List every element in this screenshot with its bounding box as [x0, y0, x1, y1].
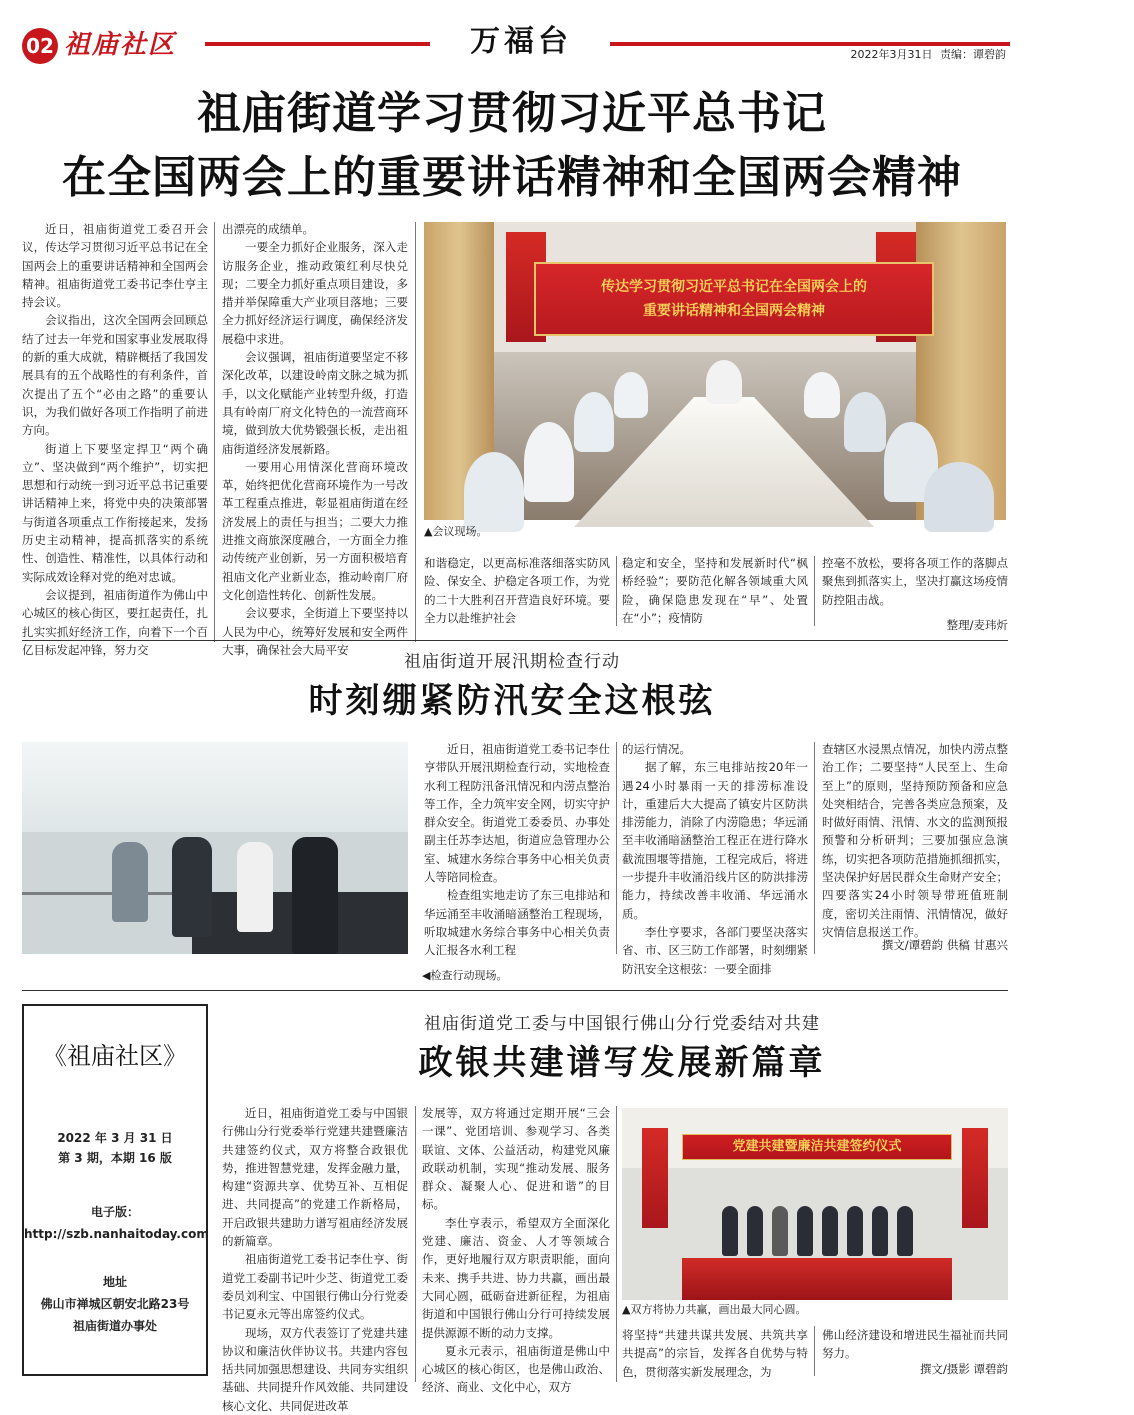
article1-headline-line1: 祖庙街道学习贯彻习近平总书记	[197, 88, 827, 139]
publication-date: 2022 年 3 月 31 日	[57, 1131, 173, 1145]
article3-column-1	[222, 1104, 408, 1413]
article2-column-3	[822, 740, 1008, 939]
brand-name: 祖庙社区	[64, 30, 177, 60]
column-divider	[814, 556, 815, 626]
inspection-photo-caption: ◀检查行动现场。	[422, 969, 508, 982]
article2-column-1	[424, 740, 610, 960]
paragraph: 稳定和安全，坚持和发展新时代“枫桥经验”；要防范化解各领域重大风险，确保隐患发现在“早”、处置在“小”；疫情防	[622, 556, 808, 625]
article2-column-2	[622, 740, 808, 976]
page-number: 02	[22, 28, 58, 64]
paragraph: 将坚持“共建共谋共发展、共筑共享共提高”的宗旨，发挥各自优势与特色，贯彻落实新发展理念，为	[622, 1328, 808, 1379]
inspection-photo	[22, 742, 408, 954]
article3-column-3	[622, 1326, 808, 1382]
article1-column-5	[822, 554, 1008, 614]
paragraph: 的运行情况。	[622, 742, 691, 756]
publication-issue: 第 3 期，本期 16 版	[58, 1151, 172, 1165]
article1-column-3	[424, 554, 610, 644]
address-line1: 佛山市禅城区朝安北路23号	[40, 1297, 190, 1311]
meeting-photo	[424, 222, 1006, 520]
ceremony-banner: 党建共建暨廉洁共建签约仪式	[682, 1134, 952, 1160]
epaper-label: 电子版：	[90, 1205, 139, 1219]
paragraph: 李仕亨要求，各部门要坚决落实省、市、区三防工作部署，时刻绷紧防汛安全这根弦：一要全面排	[622, 924, 808, 976]
article3-column-2	[422, 1104, 610, 1395]
article2-headline: 时刻绷紧防汛安全这根弦	[308, 681, 716, 721]
column-divider	[616, 556, 617, 626]
article1-headline-line2: 在全国两会上的重要讲话精神和全国两会精神	[62, 152, 962, 203]
editor: 责编：谭碧韵	[940, 48, 1006, 61]
column-divider	[616, 742, 617, 954]
section-divider	[22, 990, 1008, 991]
article1-column-4	[622, 554, 808, 644]
meeting-banner	[534, 262, 934, 336]
article3-headline: 政银共建谱写发展新篇章	[418, 1043, 826, 1083]
paragraph: 据了解，东三电排站按20年一遇24小时暴雨一天的排涝标准设计，重建后大大提高了镇安片区防洪排涝能力，消除了内涝隐患；华远涌至丰收涌暗涵整治工程正在进行降水截流围堰等措施，工程完成后，将进一步提升丰收涌沿线片区的防洪排涝能力，持续改善丰收涌、华远涌水质。	[622, 760, 808, 921]
paragraph: 会议要求，全街道上下要坚持以人民为中心，统筹好发展和安全两件大事，确保社会大局平安	[222, 606, 408, 657]
epaper-url[interactable]: http://szb.nanhaitoday.com	[24, 1227, 209, 1241]
column-name: 万福台	[470, 24, 572, 59]
paragraph: 检查组实地走访了东三电排站和华远涌至丰收涌暗涵整治工程现场，听取城建水务综合事务中心相关负责人汇报各水利工程	[424, 888, 610, 958]
paragraph: 会议提到，祖庙街道作为佛山中心城区的核心街区，要扛起责任，扎扎实实抓好经济工作，向着下一个百亿目标发起冲锋，努力交	[22, 587, 208, 657]
signing-photo-caption: ▲双方将协力共赢，画出最大同心圆。	[622, 1303, 807, 1316]
paragraph: 祖庙街道党工委书记李仕亨、街道党工委副书记叶少芝、街道党工委委员刘利宝、中国银行佛山分行党委书记夏永元等出席签约仪式。	[222, 1252, 408, 1322]
paragraph: 一要全力抓好企业服务，深入走访服务企业，推动政策红利尽快兑现；二要全力抓好重点项目建设，多措并举保障重大产业项目落地；三要全力抓好经济运行调度，确保经济发展稳中求进。	[222, 240, 408, 346]
paragraph: 李仕亨表示，希望双方全面深化党建、廉洁、资金、人才等领域合作，更好地履行双方职责职能，面向未来、携手共进、协力共赢，画出最大同心圆，砥砺奋进新征程，为祖庙街道和中国银行佛山分行可持续发展提供源源不断的动力支撑。	[422, 1215, 610, 1340]
column-divider	[415, 222, 416, 642]
banner-line2: 重要讲话精神和全国两会精神	[643, 303, 825, 319]
paragraph: 一要用心用情深化营商环境改革，始终把优化营商环境作为一号改革工程重点推进，彰显祖庙街道在经济发展上的责任与担当；二要大力推进推文商旅深度融合，一方面全力推动传统产业创新，另一方面积极培育祖庙文化产业新业态，推动岭南厂府文化创造性转化、创新性发展。	[222, 459, 408, 602]
article1-column-2	[222, 220, 408, 657]
banner-line1: 传达学习贯彻习近平总书记在全国两会上的	[601, 279, 867, 295]
paragraph: 出漂亮的成绩单。	[222, 222, 314, 236]
signing-ceremony-photo	[622, 1108, 1008, 1300]
masthead-rule-right	[610, 42, 1010, 46]
article3-credit: 撰文/摄影 谭碧韵	[919, 1362, 1008, 1376]
paragraph: 近日，祖庙街道党工委召开会议，传达学习贯彻习近平总书记在全国两会上的重要讲话精神和全国两会精神。祖庙街道党工委书记李仕亨主持会议。	[22, 222, 208, 310]
address-label: 地址	[102, 1275, 127, 1289]
paragraph: 夏永元表示，祖庙街道是佛山中心城区的核心街区，也是佛山政治、经济、商业、文化中心，双方	[422, 1343, 610, 1395]
column-divider	[814, 1326, 815, 1376]
issue-date: 2022年3月31日	[850, 48, 933, 61]
paragraph: 查辖区水浸黑点情况，加快内涝点整治工作；二要坚持“人民至上、生命至上”的原则，坚持预防预备和应急处突相结合，完善各类应急预案，及时做好雨情、汛情、水文的监测预报预警和分析研判；三要加强应急演练，切实把各项防范措施抓细抓实，坚决保护好居民群众生命财产安全；四要落实24小时领导带班值班制度，密切关注雨情、汛情情况，做好灾情信息报送工作。	[822, 742, 1008, 939]
column-divider	[214, 222, 215, 642]
paragraph: 控毫不放松，要将各项工作的落脚点聚焦到抓落实上，坚决打赢这场疫情防控阻击战。	[822, 556, 1008, 607]
paragraph: 近日，祖庙街道党工委书记李仕亨带队开展汛期检查行动，实地检查水利工程防汛备汛情况和内涝点整治等工作，全力筑牢安全网，切实守护群众安全。街道党工委委员、办事处副主任苏李达旭，街道应急管理办公室、城建水务综合事务中心相关负责人等陪同检查。	[424, 742, 610, 885]
article2-credit: 撰文/谭碧韵 供稿 甘惠兴	[881, 938, 1008, 952]
masthead-meta	[847, 48, 1007, 62]
column-divider	[616, 1106, 617, 1382]
paragraph: 发展等，双方将通过定期开展“三会一课”、党团培训、参观学习、各类联谊、文体、公益活动，构建党风廉政联动机制，实现“推动发展、服务群众、凝聚人心、促进和谐”的目标。	[422, 1106, 610, 1212]
paragraph: 会议指出，这次全国两会回顾总结了过去一年党和国家事业发展取得的新的重大成就，精辟概括了我国发展具有的五个战略性的有利条件，首次提出了五个“必由之路”的重要认识，为我们做好各项工作指明了前进方向。	[22, 313, 208, 438]
article2-subhead: 祖庙街道开展汛期检查行动	[404, 652, 620, 672]
article1-column-1	[22, 220, 208, 657]
article3-subhead: 祖庙街道党工委与中国银行佛山分行党委结对共建	[424, 1014, 820, 1034]
paragraph: 街道上下要坚定捍卫“两个确立”、坚决做到“两个维护”，切实把思想和行动统一到习近平总书记重要讲话精神上来，将党中央的决策部署与街道各项重点工作衔接起来，发扬历史主动精神，提高抓落实的系统性、创造性、精准性，以具体行动和实际成效诠释对党的绝对忠诚。	[22, 441, 208, 584]
paragraph: 现场，双方代表签订了党建共建协议和廉洁伙伴协议书。共建内容包括共同加强思想建设、共同夯实组织基础、共同提升作风效能、共同建设核心文化、共同促进改革	[222, 1325, 408, 1413]
paragraph: 近日，祖庙街道党工委与中国银行佛山分行党委举行党建共建暨廉洁共建签约仪式，双方将整合政银优势，推进智慧党建，发挥金融力量，构建“资源共享、优势互补、互相促进、共同提高”的党建工作新格局，开启政银共建助力谱写祖庙经济发展的新篇章。	[222, 1106, 408, 1249]
address-line2: 祖庙街道办事处	[72, 1319, 157, 1333]
masthead-rule-left	[205, 42, 430, 46]
article1-credit: 整理/麦玮炘	[946, 618, 1008, 632]
paragraph: 会议强调，祖庙街道要坚定不移深化改革，以建设岭南文脉之城为抓手，以文化赋能产业转型升级，打造具有岭南厂府文化特色的一流营商环境，做到放大优势锻强长板，走出祖庙街道经济发展新路。	[222, 350, 408, 456]
column-divider	[415, 1106, 416, 1382]
meeting-photo-caption: ▲会议现场。	[424, 525, 488, 538]
section-divider	[22, 640, 1008, 641]
publication-title: 《祖庙社区》	[43, 1042, 187, 1070]
column-divider	[814, 742, 815, 954]
paragraph: 和谐稳定，以更高标准落细落实防风险、保安全、护稳定各项工作，为党的二十大胜利召开营造良好环境。要全力以赴维护社会	[424, 556, 610, 625]
paragraph: 佛山经济建设和增进民生福祉而共同努力。	[822, 1328, 1008, 1361]
